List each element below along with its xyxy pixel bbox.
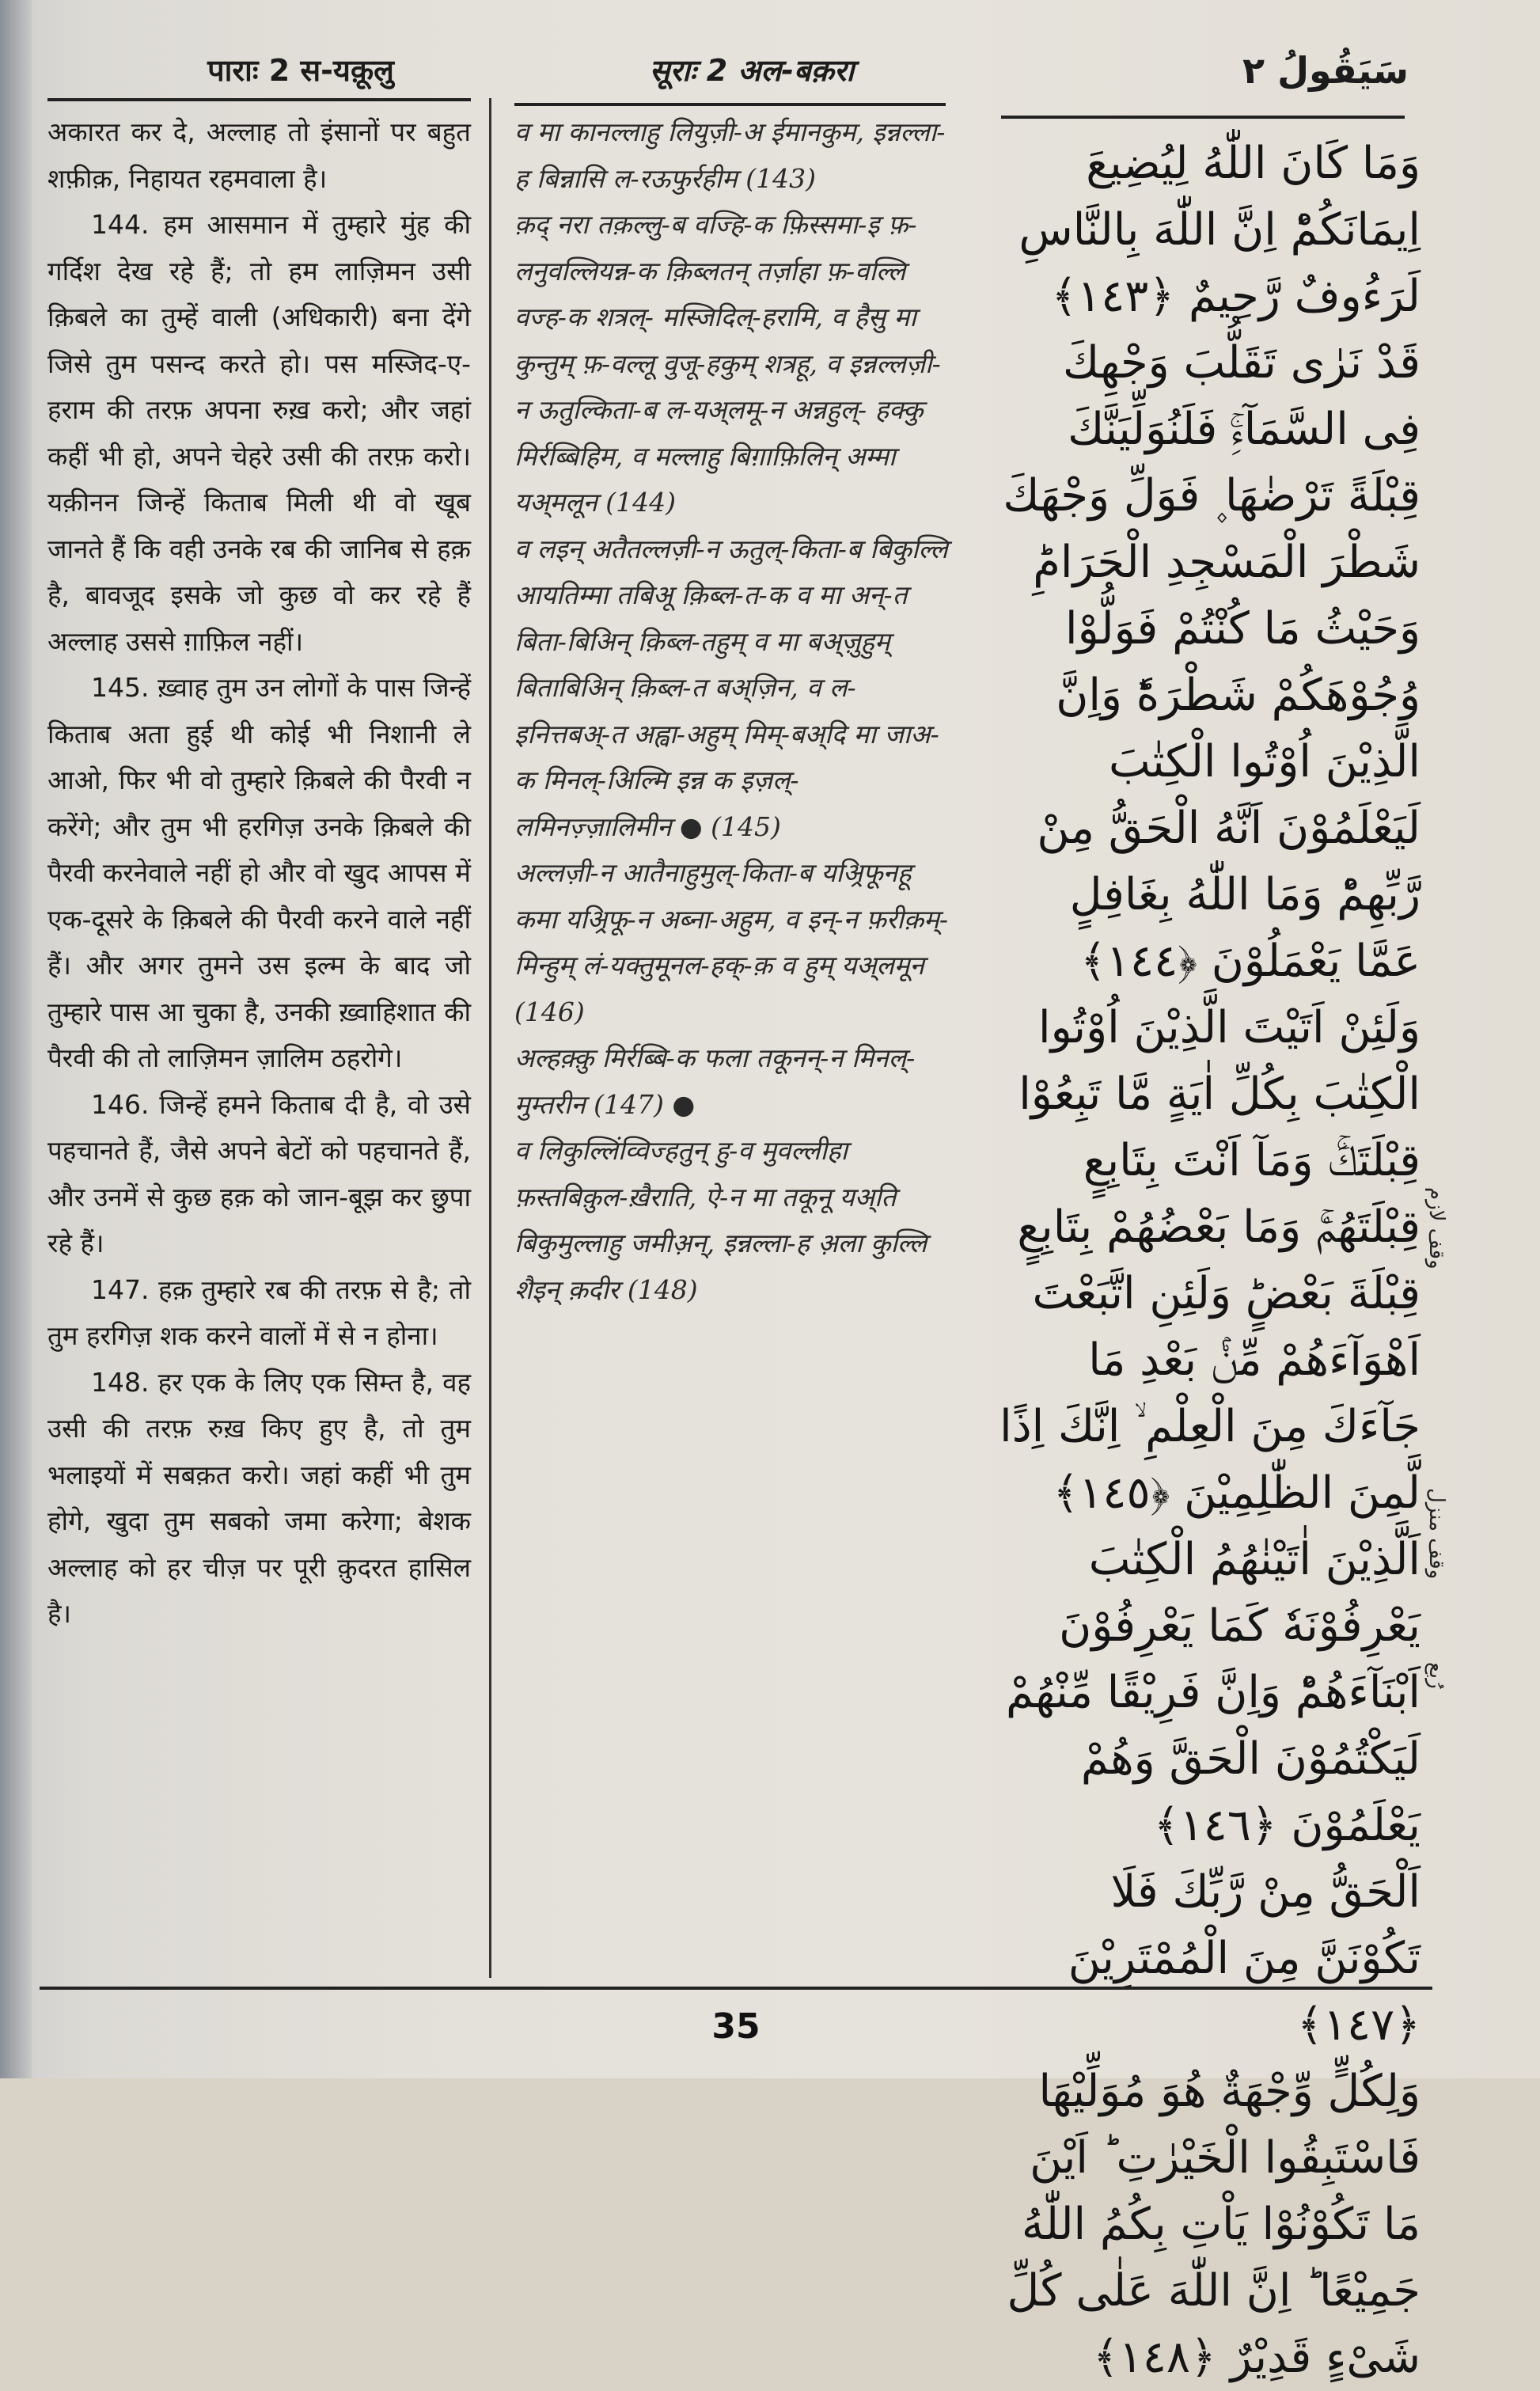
transliteration-column <box>514 109 954 1313</box>
transliteration-143: व मा कानल्लाहु लियुज़ी-अ ईमानकुम, इन्नल्ला-ह बिन्नासि ल-रऊफुर्रहीम (143) <box>514 116 946 194</box>
arabic-ayah-143: وَمَا كَانَ اللّٰهُ لِيُضِيعَ اِيمَانَكُمْؕ اِنَّ اللّٰهَ بِالنَّاسِ لَرَءُوفٌ رَّحِيمٌ ﴿١٤٣﴾ <box>1018 138 1421 322</box>
transliteration-145: व लइन् अतैतल्लज़ी-न ऊतुल्-किता-ब बिकुल्लि आयतिम्मा तबिअू क़िब्ल-त-क व मा अन्-त बिता-बिअिन् क़िब्ल-तहुम् व मा बअ्ज़ुहुम् बिताबिअिन् क़िब्ल-त बअ्ज़िन, व ल- इनित्तबअ्-त अह्वा-अहुम् मिम्-बअ्दि मा जाअ-क मिनल्-अिल्मि इन्न क इज़ल्- लमिनज़्ज़ालिमीन ● (145) <box>514 533 948 842</box>
page-number: 35 <box>711 2006 761 2047</box>
arabic-ayah-146: اَلَّذِيْنَ اٰتَيْنٰهُمُ الْكِتٰبَ يَعْرِفُوْنَهٗ كَمَا يَعْرِفُوْنَ اَبْنَآءَهُمْؕ وَاِنَّ فَرِيْقًا مِّنْهُمْ لَيَكْتُمُوْنَ الْحَقَّ وَهُمْ يَعْلَمُوْنَ ﴿١٤٦﴾ <box>1006 1534 1421 1851</box>
transliteration-146: अल्लज़ी-न आतैनाहुमुल्-किता-ब यअ्रिफूनहू कमा यअ्रिफू-न अब्ना-अहुम, व इन्-न फ़रीक़म्-मिन्हुम् लं-यक्तुमूनल-हक्-क़ व हुम् यअ्लमून (146) <box>514 857 949 1027</box>
margin-note-rub: رُبع <box>1424 1662 1448 1689</box>
header-para: पाराः 2 स-यक़ूलु <box>207 53 394 88</box>
page-gutter-shadow <box>0 0 32 2078</box>
margin-note-waqf-lazim: وقف لازم <box>1424 1187 1448 1270</box>
transliteration-144: क़द् नरा तक़ल्लु-ब वज्हि-क फ़िस्समा-इ फ़-लनुवल्लियन्न-क क़िब्लतन् तर्ज़ाहा फ़-वल्लि वज्ह-क शत्रल्- मस्जिदिल्-हरामि, व हैसु मा कुन्तुम् फ़-वल्लू वुजू-हकुम् शत्रहू, व इन्नल्लज़ी-न ऊतुल्किता-ब ल-यअ्लमू-न अन्नहुल्- हक्कु मिर्रब्बिहिम, व मल्लाहु बिग़ाफ़िलिन् अम्मा यअ्मलून (144) <box>514 209 941 518</box>
translation-para-143: अकारत कर दे, अल्लाह तो इंसानों पर बहुत शफ़ीक़, निहायत रहमवाला है। <box>47 116 471 194</box>
arabic-text-column <box>993 131 1421 2391</box>
translation-para-148: 148. हर एक के लिए एक सिम्त है, वह उसी की तरफ़ रुख़ किए हुए है, तो तुम भलाइयों में सबक़त करो। जहां कहीं भी तुम होगे, खुदा तुम सबको जमा करेगा; बेशक अल्लाह को हर चीज़ पर पूरी क़ुदरत हासिल है। <box>47 1366 471 1629</box>
header-rule-left <box>47 98 471 101</box>
header-rule-right <box>1001 116 1405 119</box>
hindi-translation-column <box>47 109 471 1638</box>
transliteration-147: अल्हक़्क़ु मिर्रब्बि-क फला तकूनन्-न मिनल्- मुम्तरीन (147) ● <box>514 1042 916 1120</box>
arabic-ayah-145: وَلَئِنْ اَتَيْتَ الَّذِيْنَ اُوْتُوا الْكِتٰبَ بِكُلِّ اٰيَةٍ مَّا تَبِعُوْا قِبْلَتَكَۚ وَمَآ اَنْتَ بِتَابِعٍ قِبْلَتَهُمْۚ وَمَا بَعْضُهُمْ بِتَابِعٍ قِبْلَةَ بَعْضٍؕ وَلَئِنِ اتَّبَعْتَ اَهْوَآءَهُمْ مِّنْۢ بَعْدِ مَا جَآءَكَ مِنَ الْعِلْمِ ۙ اِنَّكَ اِذًا لَّمِنَ الظّٰلِمِيْنَ ﴿١٤٥﴾ <box>999 1002 1421 1519</box>
translation-para-147: 147. हक़ तुम्हारे रब की तरफ़ से है; तो तुम हरगिज़ शक करने वालों में से न होना। <box>47 1273 471 1351</box>
header-arabic: سَيَقُولُ ٢ <box>1242 49 1409 92</box>
transliteration-148: व लिकुल्लिंव्विज्हतुन् हु-व मुवल्लीहा फ़स्तबिक़ुल-ख़ैराति, ऐ-न मा तकूनू यअ्ति बिकुमुल्लाहु जमीअ़न्, इन्नल्ला-ह अ़ला कुल्लि शैइन् क़दीर (148) <box>514 1135 927 1305</box>
translation-para-145: 145. ख़्वाह तुम उन लोगों के पास जिन्हें किताब अता हुई थी कोई भी निशानी ले आओ, फिर भी वो तुम्हारे क़िबले की पैरवी न करेंगे; और तुम भी हरगिज़ उनके क़िबले की पैरवी करनेवाले नहीं हो और वो खुद आपस में एक-दूसरे के क़िबले की पैरवी करने वाले नहीं हैं। और अगर तुमने उस इल्म के बाद जो तुम्हारे पास आ चुका है, उनकी ख़्वाहिशात की पैरवी की तो लाज़िमन ज़ालिम ठहरोगे। <box>47 672 471 1073</box>
translation-para-144: 144. हम आसमान में तुम्हारे मुंह की गर्दिश देख रहे हैं; तो हम लाज़िमन उसी क़िबले का तुम्हें वाली (अधिकारी) बना देंगे जिसे तुम पसन्द करते हो। पस मस्जिद-ए-हराम की तरफ़ अपना रुख़ करो; और जहां कहीं भी हो, अपने चेहरे उसी की तरफ़ करो। यक़ीनन जिन्हें किताब मिली थी वो खूब जानते हैं कि वही उनके रब की जानिब से हक़ है, बावजूद इसके जो कुछ वो कर रहे हैं अल्लाह उससे ग़ाफ़िल नहीं। <box>47 209 471 657</box>
footer-rule <box>40 1987 1432 1990</box>
header-surah: सूराः 2 अल-बक़रा <box>649 53 855 88</box>
translation-para-146: 146. जिन्हें हमने किताब दी है, वो उसे पहचानते हैं, जैसे अपने बेटों को पहचानते हैं, और उनमें से कुछ हक़ को जान-बूझ कर छुपा रहे हैं। <box>47 1088 471 1258</box>
arabic-ayah-144: قَدْ نَرٰى تَقَلُّبَ وَجْهِكَ فِى السَّمَآءِۚ فَلَنُوَلِّيَنَّكَ قِبْلَةً تَرْضٰهَا ۪ فَوَلِّ وَجْهَكَ شَطْرَ الْمَسْجِدِ الْحَرَامِؕ وَحَيْثُ مَا كُنْتُمْ فَوَلُّوْا وُجُوْهَكُمْ شَطْرَهٗؕ وَاِنَّ الَّذِيْنَ اُوْتُوا الْكِتٰبَ لَيَعْلَمُوْنَ اَنَّهُ الْحَقُّ مِنْ رَّبِّهِمْؕ وَمَا اللّٰهُ بِغَافِلٍ عَمَّا يَعْمَلُوْنَ ﴿١٤٤﴾ <box>1003 337 1421 987</box>
header-rule-middle <box>514 103 946 106</box>
arabic-ayah-147: اَلْحَقُّ مِنْ رَّبِّكَ فَلَا تَكُوْنَنَّ مِنَ الْمُمْتَرِيْنَ ﴿١٤٧﴾ <box>1068 1866 1421 2051</box>
column-divider-left <box>489 98 491 1978</box>
margin-note-waqf-manzil: وقف منزل <box>1424 1488 1448 1580</box>
arabic-ayah-148: وَلِكُلٍّ وِّجْهَةٌ هُوَ مُوَلِّيْهَا فَاسْتَبِقُوا الْخَيْرٰتِ ؕ اَيْنَ مَا تَكُوْنُوْا يَاْتِ بِكُمُ اللّٰهُ جَمِيْعًا ؕ اِنَّ اللّٰهَ عَلٰى كُلِّ شَىْءٍ قَدِيْرٌ ﴿١٤٨﴾ <box>1007 2066 1421 2383</box>
